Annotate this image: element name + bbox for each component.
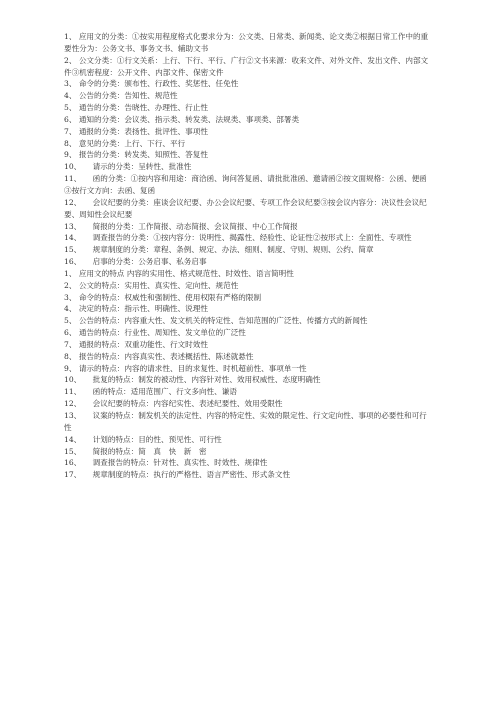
list-item: 4、 决定的特点：指示性、明确性、说理性 [64,304,208,314]
list-item: 15、 规章制度的分类：章程、条例、规定、办法、细则、制度、守则、规则、公约、简章 [64,245,374,255]
list-item: 5、 通告的分类：告晓性、办理性、行止性 [64,103,208,113]
list-item: 15、 简报的特点：简 真 快 新 密 [64,446,207,456]
classification-list [64,31,434,268]
list-item: 6、 通知的分类：会议类、指示类、转发类、法规类、事项类、部署类 [64,114,300,124]
list-item: 1、 应用文的分类：①按实用程度格式化要求分为：公文类、日常类、新闻类、论文类②根据日常工作中的重要性分为：公务文书、事务文书、辅助文书 [64,32,429,53]
list-item: 2、 公文分类：①行文关系：上行、下行、平行、广行②文书来源：收来文件、对外文件、发出文件、内部文件③机密程度：公开文件、内部文件、保密文件 [64,55,429,77]
list-item: 6、 通告的特点：行业性、周知性、发文单位的广泛性 [64,328,246,338]
list-item: 3、 命令的特点：权威性和强制性、使用权限有严格的限制 [64,292,262,302]
list-item: 11、 函的分类：①按内容和用途：商洽函、询问答复函、请批批准函、邀请函②按文面规格：公函、便函③按行文方向：去函、复函 [64,174,427,195]
list-item: 12、 会议纪要的特点：内容纪实性、表述纪要性、效用受限性 [64,399,283,409]
list-item: 16、 启事的分类：公务启事、私务启事 [64,257,207,267]
list-item: 9、 请示的特点：内容的请求性、目的求复性、时机超前性、事项单一性 [64,363,307,373]
list-item: 8、 意见的分类：上行、下行、平行 [64,138,186,148]
list-item: 14、 调查报告的分类：①按内容分：说明性、揭露性、经验性、论证性②按形式上：全面性、专项性 [64,233,412,243]
list-item: 8、 报告的特点：内容真实性、表述概括性、陈述就悬性 [64,351,254,361]
list-item: 5、 公告的特点：内容重大性、发文机关的特定性、告知范围的广泛性、传播方式的新闻性 [64,316,368,326]
list-item: 17、 规章制度的特点：执行的严格性、语言严密性、形式条文性 [64,470,291,480]
list-item: 2、 公文的特点：实用性、真实性、定向性、规范性 [64,280,239,290]
list-item: 10、 批复的特点：制发的被动性、内容针对性、效用权威性、态度明确性 [64,375,321,385]
list-item: 3、 命令的分类：颁布性、行政性、奖惩性、任免性 [64,79,239,89]
list-item: 7、 通报的特点：双重功能性、行文时效性 [64,339,208,349]
list-item: 13、 议案的特点：制发机关的法定性、内容的特定性、实效的限定性、行文定向性、事项的必要性和可行性 [64,411,427,432]
list-item: 9、 报告的分类：转发类、知照性、答复性 [64,150,208,160]
list-item: 10、 请示的分类：呈转性、批准性 [64,162,192,172]
list-item: 7、 通报的分类：表扬性、批评性、事项性 [64,126,208,136]
list-item: 13、 简报的分类：工作简报、动态简报、会议简报、中心工作简报 [64,221,298,231]
list-item: 4、 公告的分类：告知性、规范性 [64,91,178,101]
characteristics-list [64,268,434,481]
list-item: 11、 函的特点：适用范围广、行文多向性、谦语 [64,387,237,397]
list-item: 16、 调查报告的特点：针对性、真实性、时效性、规律性 [64,458,268,468]
document-body [64,31,434,481]
list-item: 12、 会议纪要的分类：座谈会议纪要、办公会议纪要、专项工作会议纪要③按会议内容分：决议性会议纪要、周知性会议纪要 [64,197,427,219]
list-item: 1、 应用文的特点 内容的实用性、格式规范性、时效性、语言简明性 [64,268,294,278]
list-item: 14、 计划的特点：目的性、预见性、可行性 [64,434,222,444]
